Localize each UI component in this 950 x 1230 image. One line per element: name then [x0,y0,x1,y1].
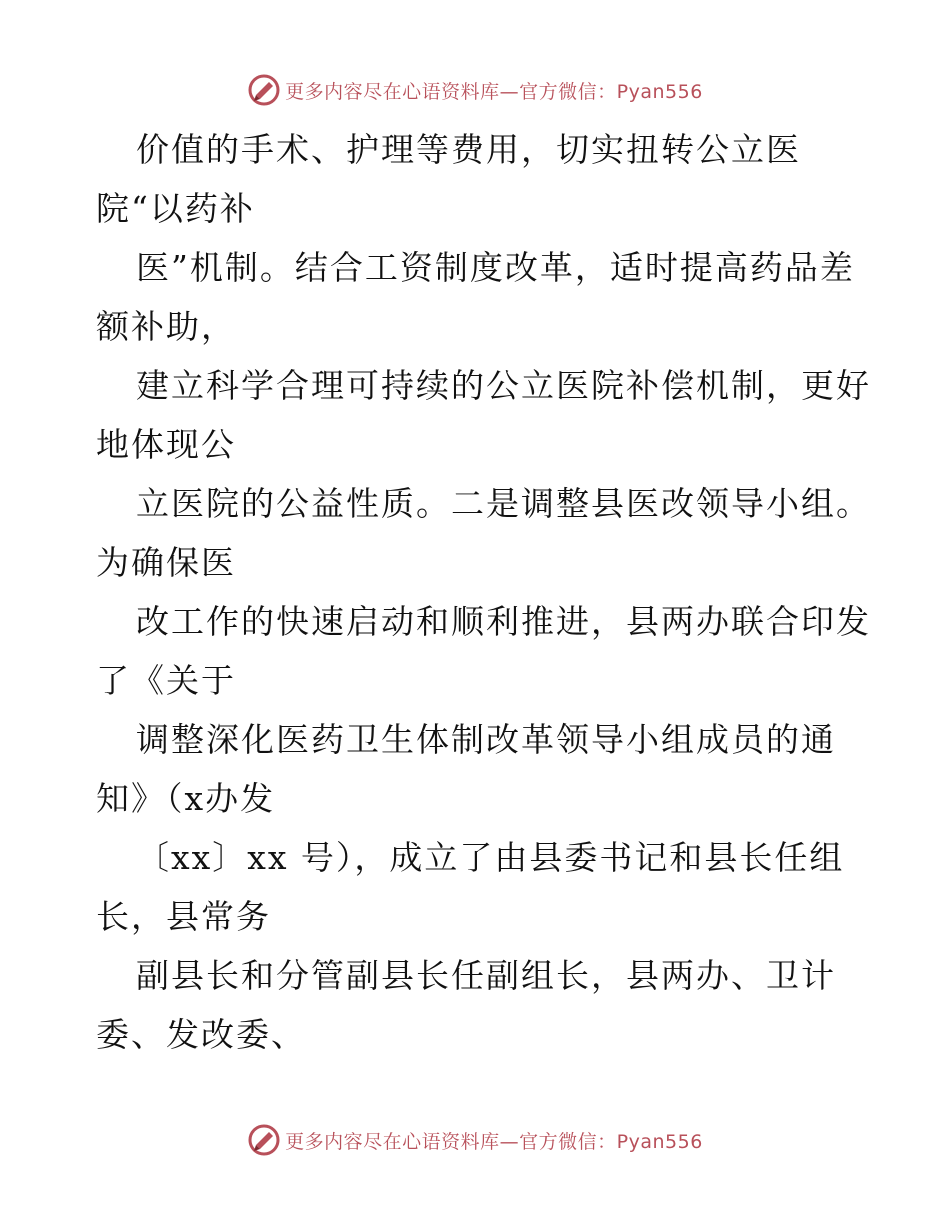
text-line: 价值的手术、护理等费用，切实扭转公立医 [136,130,801,169]
text-line: 医”机制。结合工资制度改革，适时提高药品差 [136,248,855,287]
text-line: 副县长和分管副县长任副组长，县两办、卫计 [136,956,836,995]
text-line: 长，县常务 [96,897,271,936]
header-watermark [0,70,950,110]
text-line: 调整深化医药卫生体制改革领导小组成员的通 [136,720,836,759]
text-line: 立医院的公益性质。二是调整县医改领导小组。 [136,484,871,523]
pen-logo-icon [247,73,281,107]
text-line: 〔xx〕xx 号），成立了由县委书记和县长任组 [136,838,845,877]
footer-watermark [0,1120,950,1160]
text-line: 院“以药补 [96,189,255,228]
pen-logo-icon [247,1123,281,1157]
text-line: 额补助， [96,307,236,346]
text-line: 了《关于 [96,661,236,700]
watermark-text: 更多内容尽在心语资料库—官方微信：Pyan556 [285,80,703,103]
text-line: 改工作的快速启动和顺利推进，县两办联合印发 [136,602,871,641]
watermark-text: 更多内容尽在心语资料库—官方微信：Pyan556 [285,1130,703,1153]
text-line: 委、发改委、 [96,1015,306,1054]
text-line: 为确保医 [96,543,236,582]
text-line: 知》（x办发 [96,779,276,818]
text-line: 地体现公 [96,425,236,464]
text-line: 建立科学合理可持续的公立医院补偿机制，更好 [136,366,871,405]
document-body [96,120,871,1064]
